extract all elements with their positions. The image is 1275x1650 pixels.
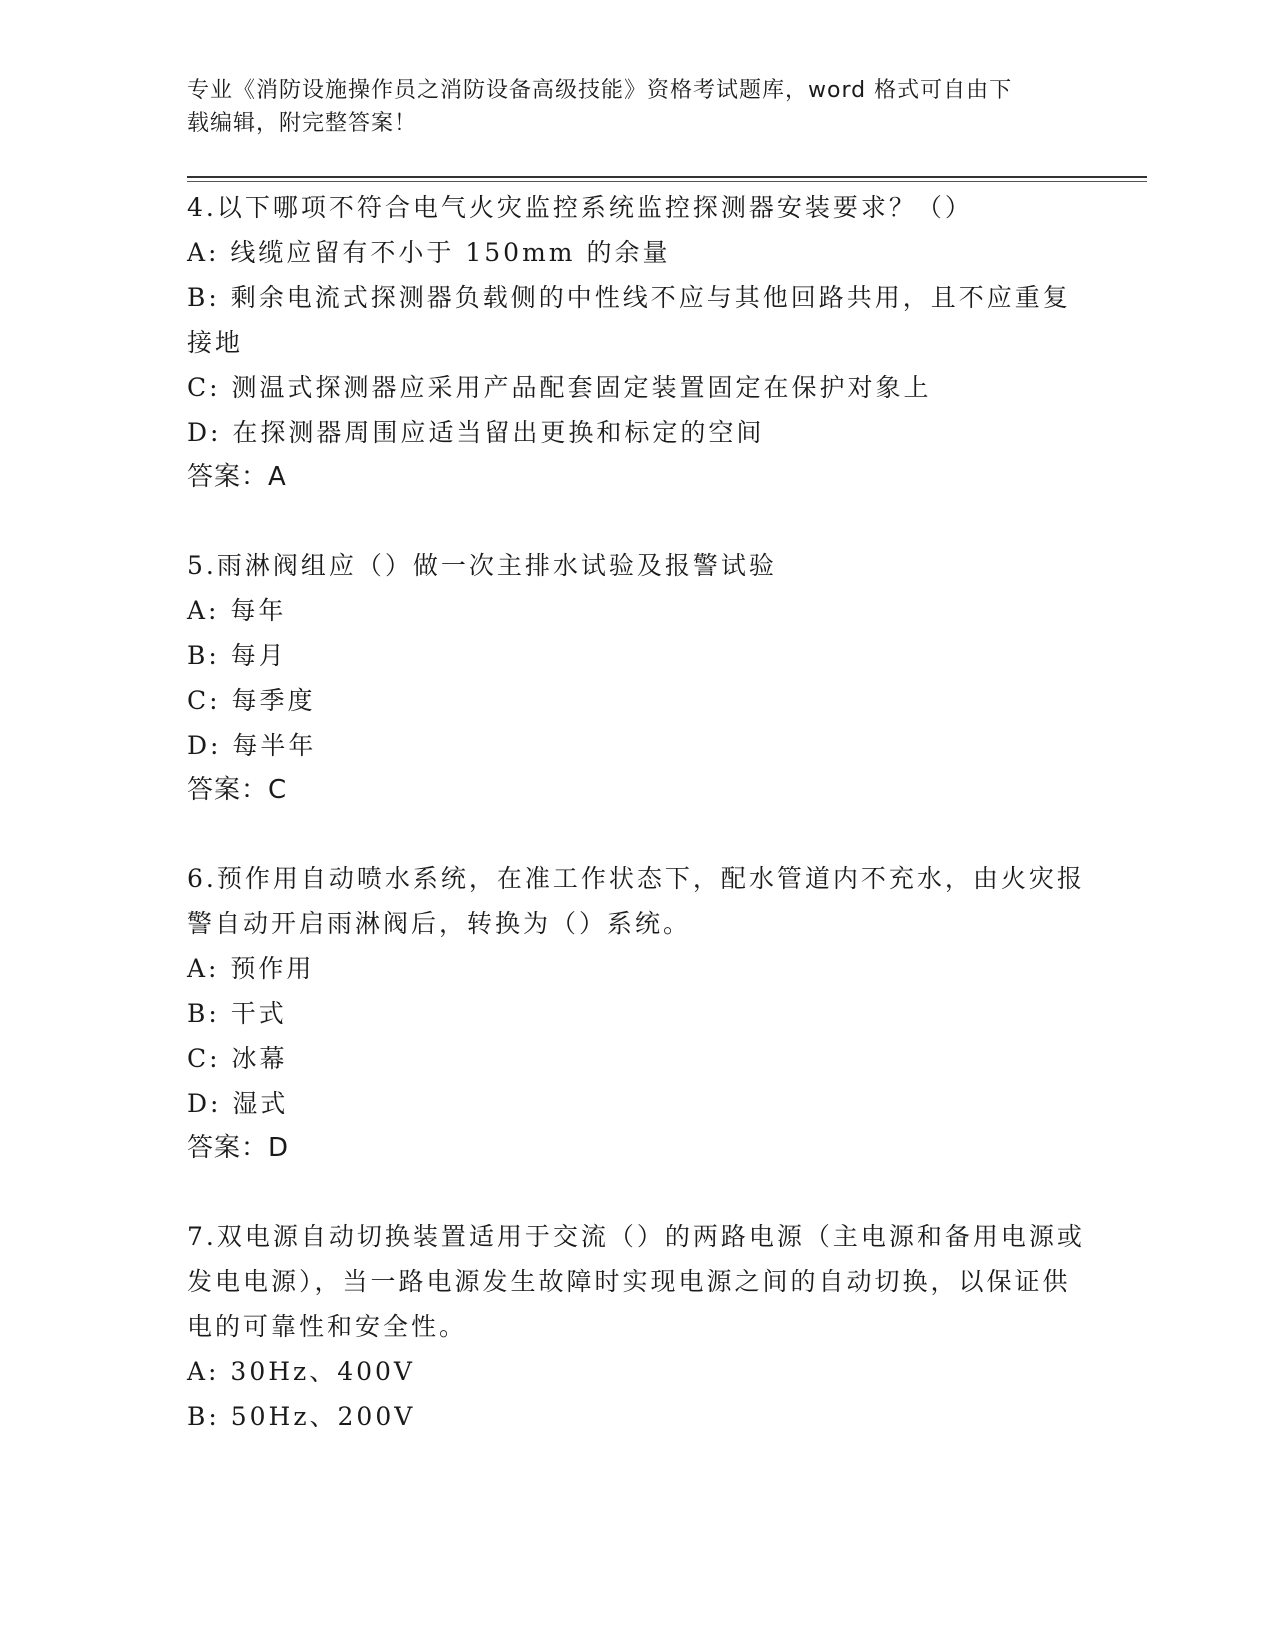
answer-label: 答案：C <box>187 775 288 805</box>
question-text: 4.以下哪项不符合电气火灾监控系统监控探测器安装要求？（） <box>187 193 973 222</box>
question-7 <box>187 1214 1087 1439</box>
option-c: C: 冰幕 <box>187 1044 288 1073</box>
option-d: D: 每半年 <box>187 731 317 760</box>
document-header <box>187 74 1067 140</box>
header-divider-thin <box>187 181 1147 182</box>
option-d: D: 在探测器周围应适当留出更换和标定的空间 <box>187 418 765 447</box>
question-text: 7.双电源自动切换装置适用于交流（）的两路电源（主电源和备用电源或发电电源），当一路电源发生故障时实现电源之间的自动切换，以保证供电的可靠性和安全性。 <box>187 1222 1085 1341</box>
option-b: B: 剩余电流式探测器负载侧的中性线不应与其他回路共用，且不应重复接地 <box>187 283 1071 357</box>
question-5 <box>187 543 1087 813</box>
question-text: 6.预作用自动喷水系统，在准工作状态下，配水管道内不充水，由火灾报警自动开启雨淋阀后，转换为（）系统。 <box>187 864 1085 938</box>
question-6 <box>187 856 1087 1171</box>
option-c: C: 测温式探测器应采用产品配套固定装置固定在保护对象上 <box>187 373 932 402</box>
header-divider-thick <box>187 176 1147 178</box>
option-d: D: 湿式 <box>187 1089 289 1118</box>
option-b: B: 每月 <box>187 641 287 670</box>
header-line-2: 载编辑，附完整答案！ <box>187 111 418 136</box>
header-line-1: 专业《消防设施操作员之消防设备高级技能》资格考试题库，word 格式可自由下 <box>187 78 1013 103</box>
option-a: A: 预作用 <box>187 954 315 983</box>
option-b: B: 50Hz、200V <box>187 1402 416 1431</box>
answer-label: 答案：A <box>187 462 287 492</box>
option-b: B: 干式 <box>187 999 287 1028</box>
option-a: A: 30Hz、400V <box>187 1357 415 1386</box>
option-a: A: 线缆应留有不小于 150mm 的余量 <box>187 238 671 267</box>
option-c: C: 每季度 <box>187 686 316 715</box>
answer-label: 答案：D <box>187 1133 290 1163</box>
option-a: A: 每年 <box>187 596 287 625</box>
question-text: 5.雨淋阀组应（）做一次主排水试验及报警试验 <box>187 551 777 580</box>
question-4 <box>187 185 1087 500</box>
question-list <box>187 185 1087 1482</box>
